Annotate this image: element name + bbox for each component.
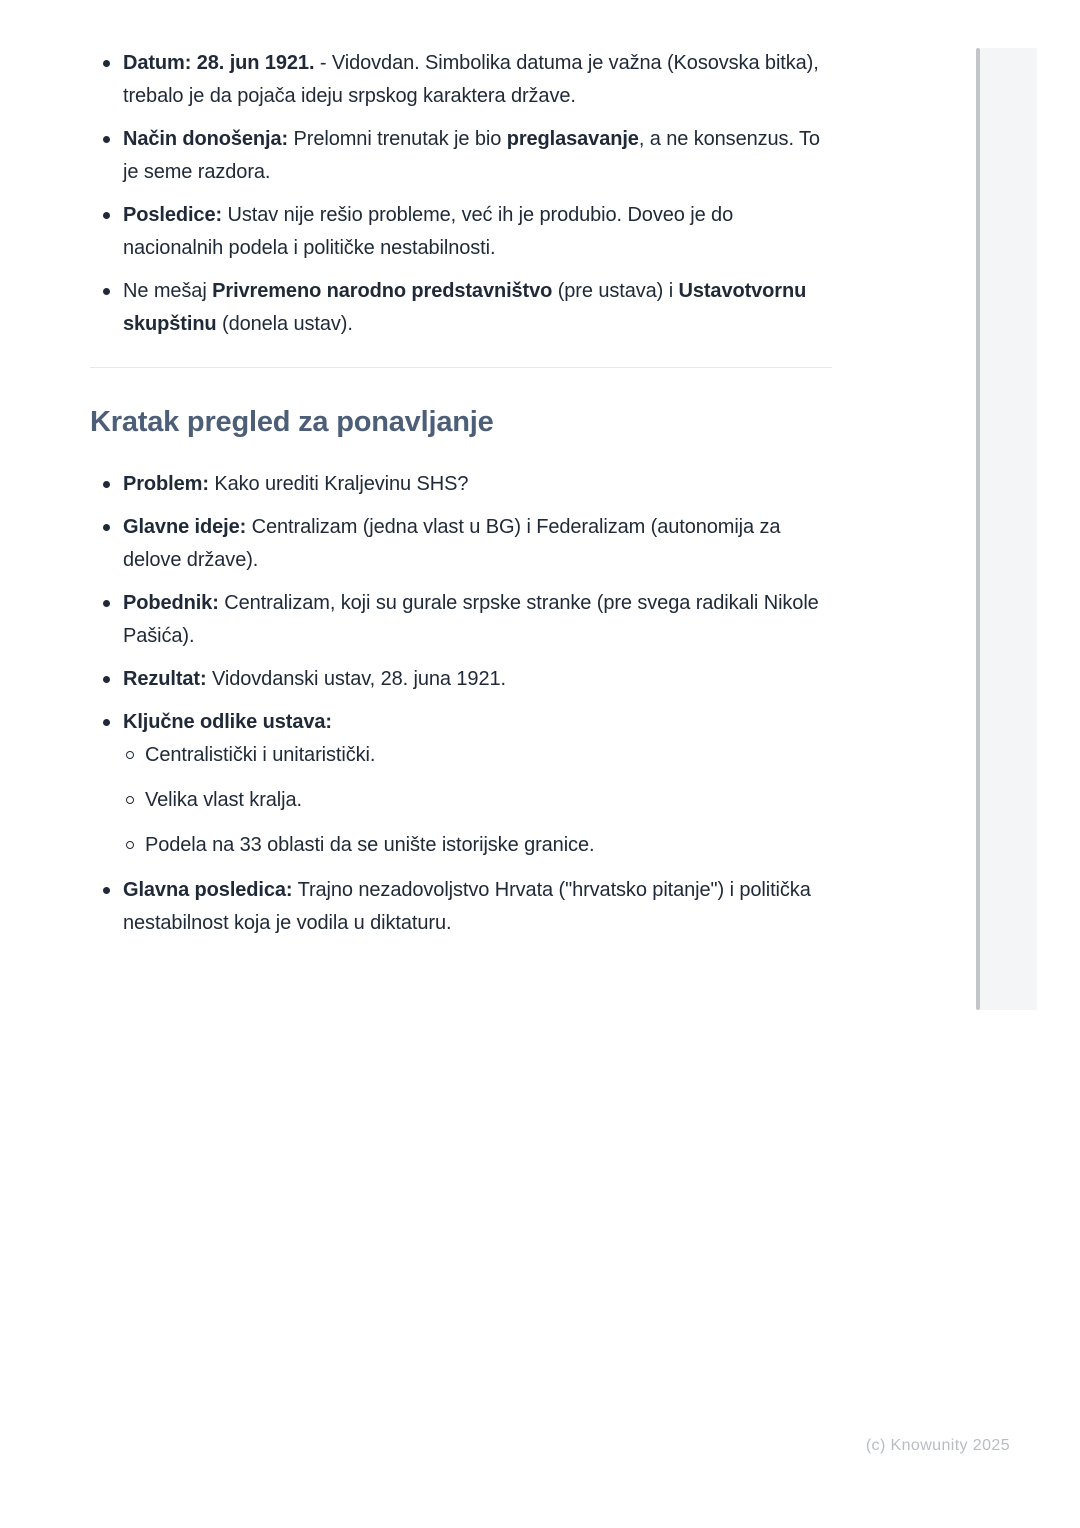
next-page-edge-panel xyxy=(980,48,1037,1010)
list-item xyxy=(90,663,832,696)
list-item-text: Ključne odlike ustava: xyxy=(123,711,332,733)
list-item-text: Glavne ideje: Centralizam (jedna vlast u BG) i Federalizam (autonomija za delove države). xyxy=(123,516,781,571)
list-item xyxy=(90,874,832,940)
list-item xyxy=(90,706,832,862)
list-item-text: Datum: 28. jun 1921. - Vidovdan. Simbolika datuma je važna (Kosovska bitka), trebalo je da pojača ideju srpskog karaktera države. xyxy=(123,52,819,107)
intro-bullet-list xyxy=(90,47,832,341)
sub-list-item-text: Centralistički i unitaristički. xyxy=(145,744,376,766)
section-divider xyxy=(90,367,832,368)
list-item xyxy=(90,123,832,189)
sub-list-item xyxy=(123,784,832,817)
list-item xyxy=(90,275,832,341)
sub-list-item xyxy=(123,739,832,772)
list-item-text: Ne mešaj Privremeno narodno predstavništvo (pre ustava) i Ustavotvornu skupštinu (donela ustav). xyxy=(123,280,807,335)
copyright-text: (c) Knowunity 2025 xyxy=(865,1437,1010,1454)
list-item-text: Rezultat: Vidovdanski ustav, 28. juna 1921. xyxy=(123,668,506,690)
sub-list-item-text: Velika vlast kralja. xyxy=(145,789,302,811)
list-item xyxy=(90,587,832,653)
list-item xyxy=(90,468,832,501)
list-item-text: Problem: Kako urediti Kraljevinu SHS? xyxy=(123,473,469,495)
list-item xyxy=(90,511,832,577)
section-heading: Kratak pregled za ponavljanje xyxy=(90,406,494,438)
sub-list-item xyxy=(123,829,832,862)
notes-content xyxy=(90,47,832,950)
vertical-scrollbar-thumb[interactable] xyxy=(976,48,980,1010)
sub-bullet-list xyxy=(123,739,832,862)
list-item-text: Pobednik: Centralizam, koji su gurale srpske stranke (pre svega radikali Nikole Pašića). xyxy=(123,592,819,647)
list-item-text: Posledice: Ustav nije rešio probleme, već ih je produbio. Doveo je do nacionalnih podela i političke nestabilnosti. xyxy=(123,204,734,259)
list-item-text: Glavna posledica: Trajno nezadovoljstvo Hrvata ("hrvatsko pitanje") i politička nestabilnost koja je vodila u diktaturu. xyxy=(123,879,811,934)
list-item xyxy=(90,47,832,113)
list-item xyxy=(90,199,832,265)
summary-bullet-list xyxy=(90,468,832,940)
list-item-text: Način donošenja: Prelomni trenutak je bio preglasavanje, a ne konsenzus. To je seme razdora. xyxy=(123,128,820,183)
sub-list-item-text: Podela na 33 oblasti da se unište istorijske granice. xyxy=(145,834,595,856)
